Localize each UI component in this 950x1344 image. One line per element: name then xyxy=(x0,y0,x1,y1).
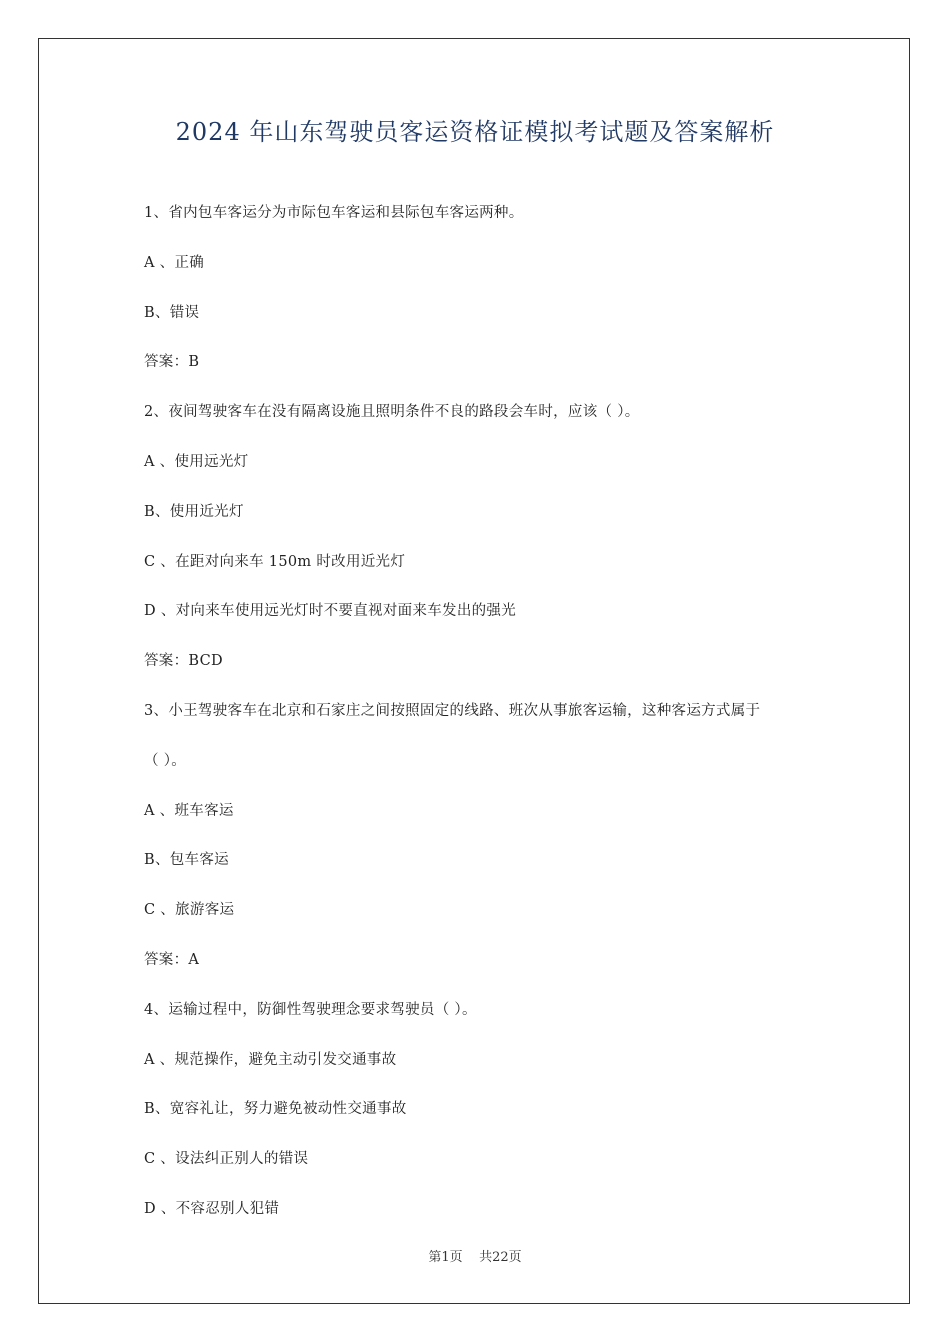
question-2-option-b: B、使用近光灯 xyxy=(144,503,244,520)
question-1-option-b: B、错误 xyxy=(144,304,200,321)
question-4-option-c: C 、设法纠正别人的错误 xyxy=(144,1151,309,1168)
question-4-option-d: D 、不容忍别人犯错 xyxy=(144,1200,280,1217)
question-3-text: 3、小王驾驶客车在北京和石家庄之间按照固定的线路、班次从事旅客运输，这种客运方式属于 xyxy=(144,702,761,719)
document-title: 2024 年山东驾驶员客运资格证模拟考试题及答案解析 xyxy=(175,118,775,146)
question-1-option-a: A 、正确 xyxy=(144,254,205,271)
page-footer: 第1页 共22页 xyxy=(428,1250,522,1265)
document-body xyxy=(144,198,824,1244)
question-4-option-a: A 、规范操作，避免主动引发交通事故 xyxy=(144,1051,397,1068)
question-3-option-a: A 、班车客运 xyxy=(144,802,234,819)
question-1-answer: 答案：B xyxy=(144,354,200,371)
question-4-option-b: B、宽容礼让，努力避免被动性交通事故 xyxy=(144,1101,407,1118)
question-2-answer: 答案：BCD xyxy=(144,653,223,670)
question-3-answer: 答案：A xyxy=(144,951,200,968)
question-2-text: 2、夜间驾驶客车在没有隔离设施且照明条件不良的路段会车时，应该（ ）。 xyxy=(144,404,640,421)
question-2-option-d: D 、对向来车使用远光灯时不要直视对面来车发出的强光 xyxy=(144,603,517,620)
question-2-option-a: A 、使用远光灯 xyxy=(144,453,249,470)
question-4-text: 4、运输过程中，防御性驾驶理念要求驾驶员（ ）。 xyxy=(144,1001,477,1018)
question-3-text-continued: （ ）。 xyxy=(144,752,187,769)
question-3-option-c: C 、旅游客运 xyxy=(144,902,235,919)
question-3-option-b: B、包车客运 xyxy=(144,852,229,869)
question-2-option-c: C 、在距对向来车 150m 时改用近光灯 xyxy=(144,553,406,570)
question-1-text: 1、省内包车客运分为市际包车客运和县际包车客运两种。 xyxy=(144,205,524,221)
